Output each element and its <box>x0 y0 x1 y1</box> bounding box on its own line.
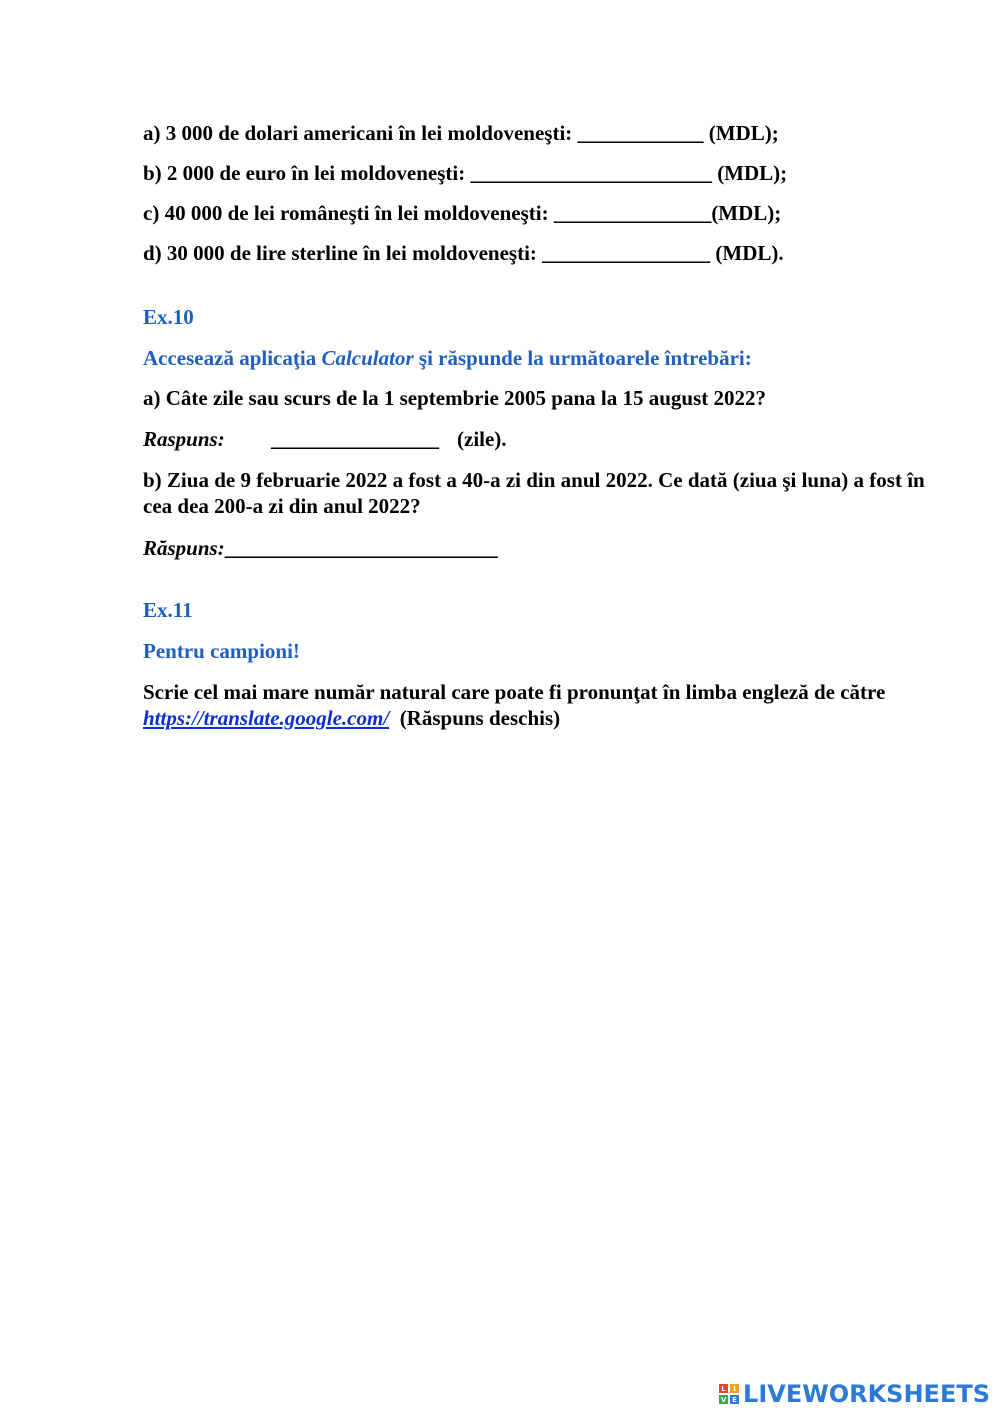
ex10-instruction <box>143 345 752 371</box>
translate-link[interactable]: https://translate.google.com/ <box>143 706 390 730</box>
ex10-answer-a-unit: (zile). <box>457 427 507 451</box>
ex10-instruction-pre: Accesează aplicaţia <box>143 346 322 370</box>
ex10-answer-a <box>143 426 507 452</box>
logo-grid-icon <box>719 1384 739 1404</box>
ex10-question-b: b) Ziua de 9 februarie 2022 a fost a 40-a zi din anul 2022. Ce dată (ziua şi luna) a fost în cea dea 200-a zi din anul 2022? <box>143 468 925 518</box>
ex11-text <box>143 679 933 731</box>
ex9-item-d: d) 30 000 de lire sterline în lei moldoveneşti: ________________ (MDL). <box>143 241 784 265</box>
ex10-answer-a-blank[interactable]: ________________ <box>271 427 439 451</box>
ex10-instruction-app: Calculator <box>321 346 414 370</box>
ex10-answer-b-blank[interactable]: __________________________ <box>224 536 498 560</box>
logo-letter-e: E <box>730 1395 739 1404</box>
ex10-title: Ex.10 <box>143 305 194 329</box>
logo-letter-l: L <box>719 1384 728 1393</box>
ex9-item-b: b) 2 000 de euro în lei moldoveneşti: _______________________ (MDL); <box>143 161 788 185</box>
ex10-instruction-post: şi răspunde la următoarele întrebări: <box>413 346 752 370</box>
ex11-text-post: (Răspuns deschis) <box>389 706 561 730</box>
ex11-title: Ex.11 <box>143 598 193 622</box>
ex10-answer-b-label: Răspuns: <box>143 536 225 560</box>
logo-letter-v: V <box>720 1395 727 1404</box>
ex10-answer-a-label: Raspuns: <box>143 427 225 451</box>
ex10-question-a: a) Câte zile sau scurs de la 1 septembrie 2005 pana la 15 august 2022? <box>143 386 766 410</box>
ex11-subtitle: Pentru campioni! <box>143 639 300 663</box>
ex10-answer-b <box>143 535 498 561</box>
ex9-item-a: a) 3 000 de dolari americani în lei moldoveneşti: ____________ (MDL); <box>143 121 779 145</box>
ex9-item-c: c) 40 000 de lei româneşti în lei moldoveneşti: _______________(MDL); <box>143 201 782 225</box>
ex11-text-pre: Scrie cel mai mare număr natural care poate fi pronunţat în limba engleză de către <box>143 680 886 704</box>
logo-letter-i: I <box>730 1384 739 1393</box>
liveworksheets-logo <box>719 1378 990 1410</box>
logo-text: LIVEWORKSHEETS <box>743 1380 990 1408</box>
